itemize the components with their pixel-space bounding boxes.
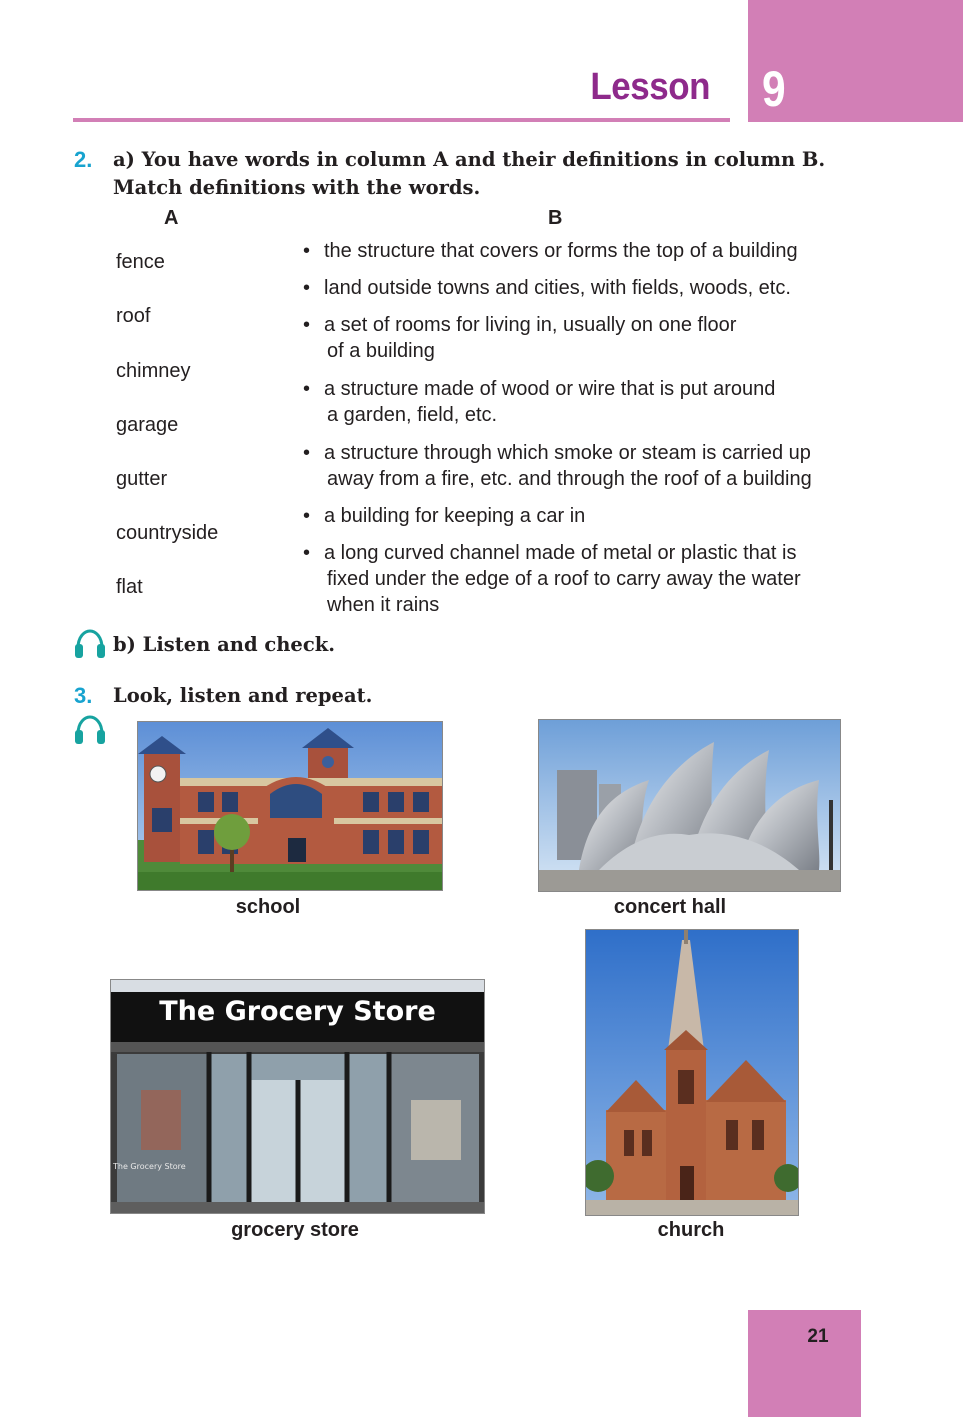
word-chimney: chimney — [116, 360, 191, 382]
exercise-3-instruction: Look, listen and repeat. — [113, 684, 373, 707]
definition-item — [303, 540, 801, 618]
bullet: • — [303, 240, 311, 262]
word-gutter: gutter — [116, 468, 168, 490]
bullet: • — [303, 442, 311, 464]
bullet: • — [303, 542, 311, 564]
word-fence: fence — [116, 251, 165, 273]
definition-text: a structure made of wood or wire that is put around — [324, 378, 776, 400]
exercise-3-number: 3. — [74, 683, 93, 708]
header-rule — [73, 118, 730, 122]
definition-text-cont: when it rains — [327, 594, 440, 616]
bullet: • — [303, 378, 311, 400]
church-photo — [585, 929, 799, 1216]
lesson-number: 9 — [762, 61, 786, 117]
headphones-icon[interactable] — [73, 628, 107, 660]
definition-text-cont: of a building — [327, 340, 435, 362]
column-a-header: A — [164, 207, 179, 229]
definition-item — [303, 238, 798, 264]
column-b-header: B — [548, 207, 563, 229]
store-window-text: The Grocery Store — [113, 1162, 186, 1171]
definition-item — [303, 376, 775, 428]
exercise-2-part-b: b) Listen and check. — [113, 633, 335, 656]
definition-text: a set of rooms for living in, usually on one floor — [324, 314, 737, 336]
lesson-title: Lesson — [590, 66, 710, 108]
word-garage: garage — [116, 414, 179, 436]
word-roof: roof — [116, 305, 151, 327]
definition-text: the structure that covers or forms the top of a building — [324, 240, 798, 262]
store-sign-text: The Grocery Store — [159, 996, 436, 1027]
definition-text-cont: fixed under the edge of a roof to carry away the water — [327, 568, 801, 590]
definition-item — [303, 312, 736, 364]
caption-church: church — [657, 1219, 725, 1241]
exercise-2-number: 2. — [74, 147, 93, 172]
headphones-icon[interactable] — [73, 714, 107, 746]
definition-text: a building for keeping a car in — [324, 505, 586, 527]
school-photo — [137, 721, 443, 891]
definition-item — [303, 275, 791, 301]
caption-school: school — [235, 896, 301, 918]
definition-text: a structure through which smoke or steam is carried up — [324, 442, 811, 464]
concert-hall-photo — [538, 719, 841, 892]
caption-grocery-store: grocery store — [231, 1219, 359, 1241]
page-number: 21 — [807, 1326, 829, 1347]
bullet: • — [303, 277, 311, 299]
exercise-2-instruction-line2: Match definitions with the words. — [113, 176, 481, 199]
bullet: • — [303, 314, 311, 336]
grocery-store-photo — [110, 979, 485, 1214]
definition-text: a long curved channel made of metal or plastic that is — [324, 542, 797, 564]
definition-text-cont: a garden, field, etc. — [327, 404, 498, 426]
definition-item — [303, 503, 585, 529]
definition-text: land outside towns and cities, with fields, woods, etc. — [324, 277, 791, 299]
caption-concert-hall: concert hall — [613, 896, 727, 918]
exercise-2-instruction-line1: a) You have words in column A and their definitions in column B. — [113, 148, 826, 171]
word-flat: flat — [116, 576, 143, 598]
bullet: • — [303, 505, 311, 527]
definition-item — [303, 440, 812, 492]
definition-text-cont: away from a fire, etc. and through the roof of a building — [327, 468, 812, 490]
word-countryside: countryside — [116, 522, 219, 544]
